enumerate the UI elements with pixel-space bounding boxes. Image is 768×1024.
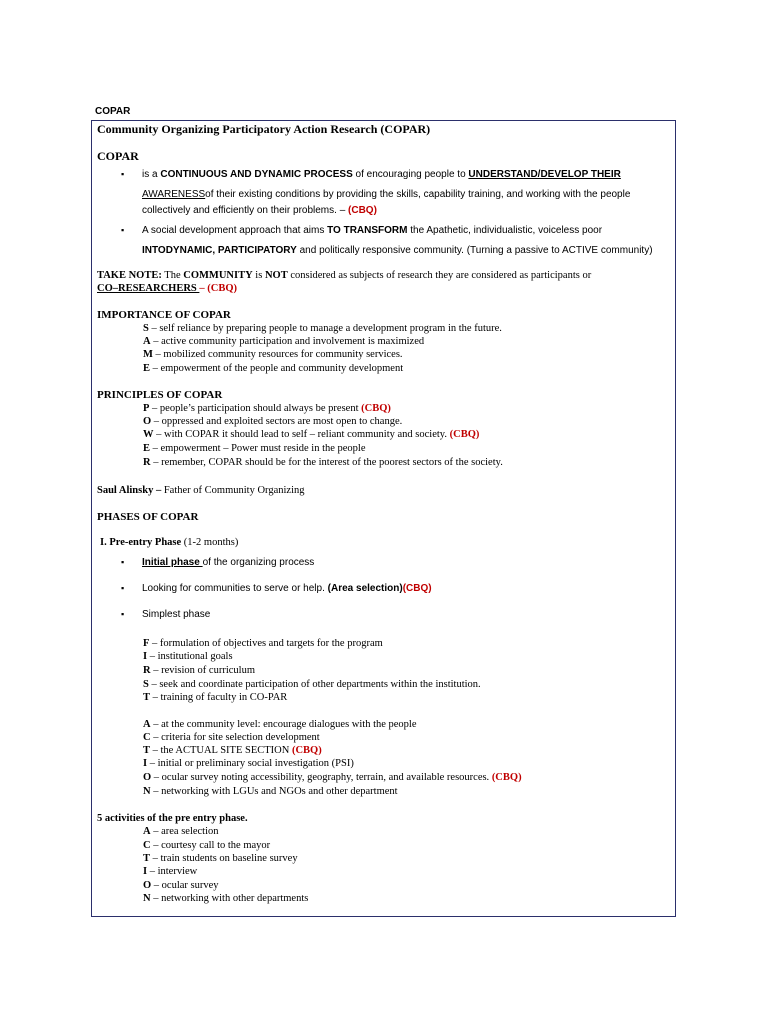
page-label: COPAR	[95, 106, 131, 117]
principle-item: O – oppressed and exploited sectors are most open to change.	[143, 416, 403, 427]
principle-item: R – remember, COPAR should be for the interest of the poorest sectors of the society.	[143, 457, 503, 468]
definition-2-line-1: A social development approach that aims TO TRANSFORM the Apathetic, individualistic, voiceless poor	[142, 225, 603, 236]
take-note-line-2: CO–RESEARCHERS – (CBQ)	[97, 283, 238, 294]
bullet-icon: ▪	[121, 557, 125, 567]
take-note-line-1: TAKE NOTE: The COMMUNITY is NOT considered as subjects of research they are considered as participants or	[97, 270, 592, 281]
activity-item: A – area selection	[143, 826, 219, 837]
definition-1-line-3: collectively and efficiently on their problems. – (CBQ)	[142, 205, 377, 216]
action-item: C – criteria for site selection development	[143, 732, 320, 743]
principle-item: W – with COPAR it should lead to self – reliant community and society. (CBQ)	[143, 429, 480, 440]
definition-1-line-2: AWARENESSof their existing conditions by providing the skills, capability training, and working with the people	[142, 189, 631, 200]
pre-entry-bullet: Looking for communities to serve or help. (Area selection)(CBQ)	[142, 583, 432, 594]
firstpart-item: R – revision of curriculum	[143, 665, 255, 676]
bullet-icon: ▪	[121, 609, 125, 619]
firstpart-item: T – training of faculty in CO-PAR	[143, 692, 288, 703]
pre-entry-bullet: Simplest phase	[142, 609, 211, 620]
document-title: Community Organizing Participatory Action Research (COPAR)	[97, 122, 431, 136]
action-item: O – ocular survey noting accessibility, geography, terrain, and available resources. (CBQ)	[143, 772, 522, 783]
activity-item: C – courtesy call to the mayor	[143, 840, 271, 851]
action-item: A – at the community level: encourage dialogues with the people	[143, 719, 417, 730]
importance-item: M – mobilized community resources for community services.	[143, 349, 403, 360]
pre-entry-heading: I. Pre-entry Phase (1-2 months)	[100, 537, 239, 548]
firstpart-item: F – formulation of objectives and targets for the program	[143, 638, 383, 649]
document-box	[91, 120, 676, 917]
action-item: N – networking with LGUs and NGOs and other department	[143, 786, 398, 797]
activities-heading: 5 activities of the pre entry phase.	[97, 813, 248, 824]
importance-item: E – empowerment of the people and community development	[143, 363, 404, 374]
bullet-icon: ▪	[121, 583, 125, 593]
firstpart-item: S – seek and coordinate participation of other departments within the institution.	[143, 679, 481, 690]
action-item: T – the ACTUAL SITE SECTION (CBQ)	[143, 745, 322, 756]
bullet-icon: ▪	[121, 169, 125, 179]
activity-item: I – interview	[143, 866, 198, 877]
action-item: I – initial or preliminary social investigation (PSI)	[143, 758, 354, 769]
firstpart-item: I – institutional goals	[143, 651, 233, 662]
importance-item: S – self reliance by preparing people to manage a development program in the future.	[143, 323, 502, 334]
activity-item: N – networking with other departments	[143, 893, 309, 904]
principle-item: P – people’s participation should always be present (CBQ)	[143, 403, 391, 414]
definition-1-line-1: is a CONTINUOUS AND DYNAMIC PROCESS of encouraging people to UNDERSTAND/DEVELOP THEIR	[142, 169, 621, 180]
activity-item: O – ocular survey	[143, 880, 219, 891]
phases-heading: PHASES OF COPAR	[97, 511, 199, 523]
principle-item: E – empowerment – Power must reside in the people	[143, 443, 366, 454]
principles-heading: PRINCIPLES OF COPAR	[97, 389, 223, 401]
importance-heading: IMPORTANCE OF COPAR	[97, 309, 231, 321]
importance-item: A – active community participation and involvement is maximized	[143, 336, 425, 347]
definition-2-line-2: INTODYNAMIC, PARTICIPATORY and politically responsive community. (Turning a passive to ACTIVE community)	[142, 245, 653, 256]
pre-entry-bullet: Initial phase of the organizing process	[142, 557, 315, 568]
alinsky-line: Saul Alinsky – Father of Community Organizing	[97, 485, 305, 496]
activity-item: T – train students on baseline survey	[143, 853, 298, 864]
bullet-icon: ▪	[121, 225, 125, 235]
copar-heading: COPAR	[97, 149, 139, 163]
